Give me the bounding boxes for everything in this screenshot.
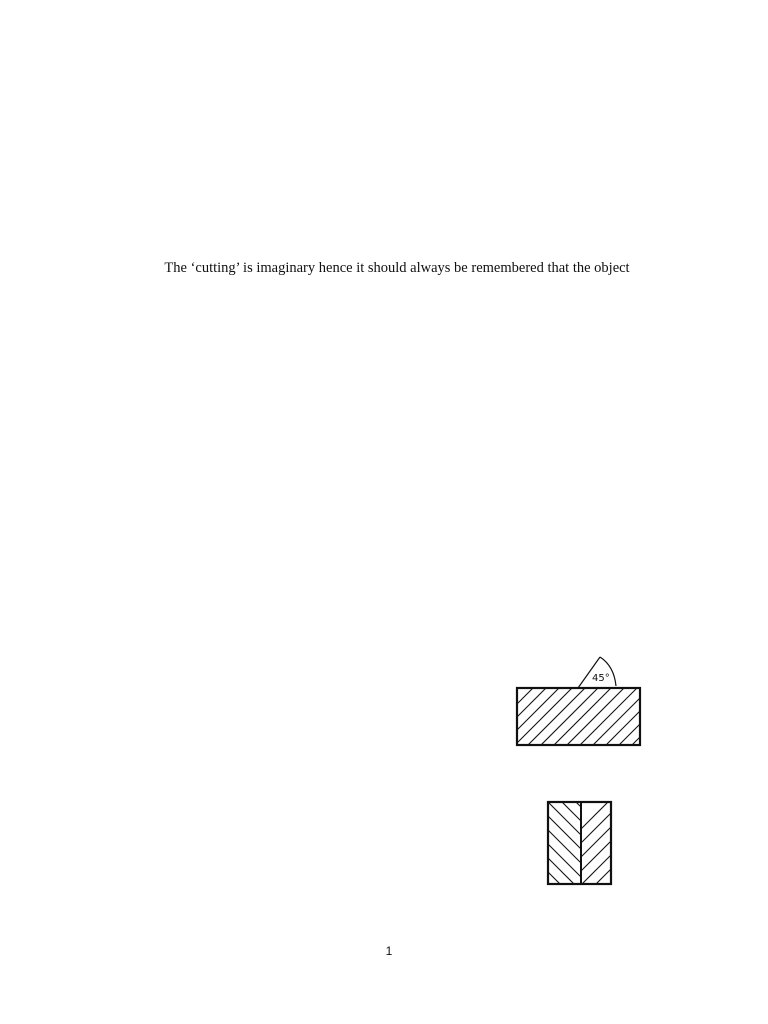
angle-label: 45° <box>592 673 610 684</box>
hatched-section-rectangle <box>500 648 650 754</box>
hatched-section-square <box>540 796 620 892</box>
page-number: 1 <box>385 944 393 958</box>
hatch-lines <box>500 688 650 745</box>
hatch-lines-right <box>570 796 620 892</box>
body-text: The ‘cutting’ is imaginary hence it should always be remembered that the object <box>164 260 630 276</box>
square-outline <box>548 802 611 884</box>
